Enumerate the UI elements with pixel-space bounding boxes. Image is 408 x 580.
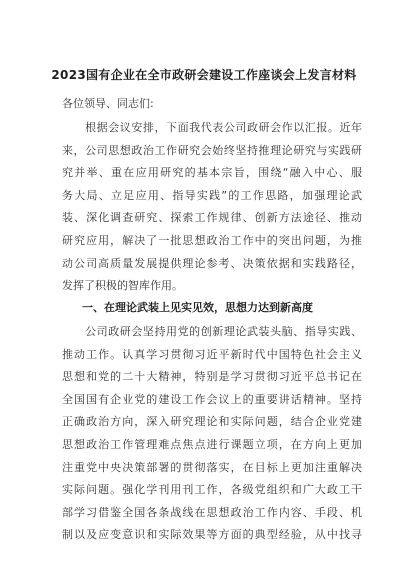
paragraph-line: 装、深化调查研究、探索工作规律、创新方法途径、推动 bbox=[62, 211, 362, 225]
paragraph-line: 制以及应变意识和实际效果等方面的典型经验，从中找寻 bbox=[62, 528, 362, 542]
paragraph-line: 发挥了积极的智库作用。 bbox=[62, 279, 183, 293]
paragraph-line: 推动工作。认真学习贯彻习近平新时代中国特色社会主义 bbox=[62, 347, 362, 361]
paragraph-line: 务大局、立足应用、指导实践”的工作思路，加强理论武 bbox=[62, 188, 362, 202]
salutation: 各位领导、同志们: bbox=[62, 97, 154, 110]
document-title: 2023国有企业在全市政研会建设工作座谈会上发言材料 bbox=[51, 68, 357, 82]
paragraph-line: 动公司高质量发展提供理论参考、决策依据和实践路径， bbox=[62, 256, 362, 270]
paragraph-line: 部学习借鉴全国各条战线在思想政治工作内容、手段、机 bbox=[62, 505, 362, 519]
paragraph-line: 根据会议安排，下面我代表公司政研会作以汇报。近年 bbox=[62, 121, 362, 134]
paragraph-line: 究并举、重在应用研究的基本宗旨，围绕“融入中心、服 bbox=[62, 166, 362, 180]
paragraph-line: 全国国有企业党的建设工作会议上的重要讲话精神。坚持 bbox=[62, 392, 362, 406]
paragraph-line: 来，公司思想政治工作研究会始终坚持推理论研究与实践研 bbox=[62, 143, 362, 157]
paragraph-line: 实际问题。强化学刊用刊工作，各级党组织和广大政工干 bbox=[62, 483, 362, 497]
paragraph-line: 研究应用，解决了一批思想政治工作中的突出问题，为推 bbox=[62, 233, 362, 247]
paragraph-section-1 bbox=[62, 321, 362, 547]
paragraph-line: 思想和党的二十大精神，特别是学习贯彻习近平总书记在 bbox=[62, 370, 362, 384]
paragraph-line: 正确政治方向，深入研究理论和实际问题，结合企业党建 bbox=[62, 415, 362, 429]
paragraph-line: 思想政治工作管理难点焦点进行课题立项，在方向上更加 bbox=[62, 437, 362, 451]
section-heading: 一、在理论武装上见实见效，思想力达到新高度 bbox=[82, 301, 313, 314]
paragraph-intro bbox=[62, 117, 362, 298]
paragraph-line: 注重党中央决策部署的贯彻落实，在目标上更加注重解决 bbox=[62, 460, 362, 474]
paragraph-line: 公司政研会坚持用党的创新理论武装头脑、指导实践、 bbox=[62, 325, 362, 338]
